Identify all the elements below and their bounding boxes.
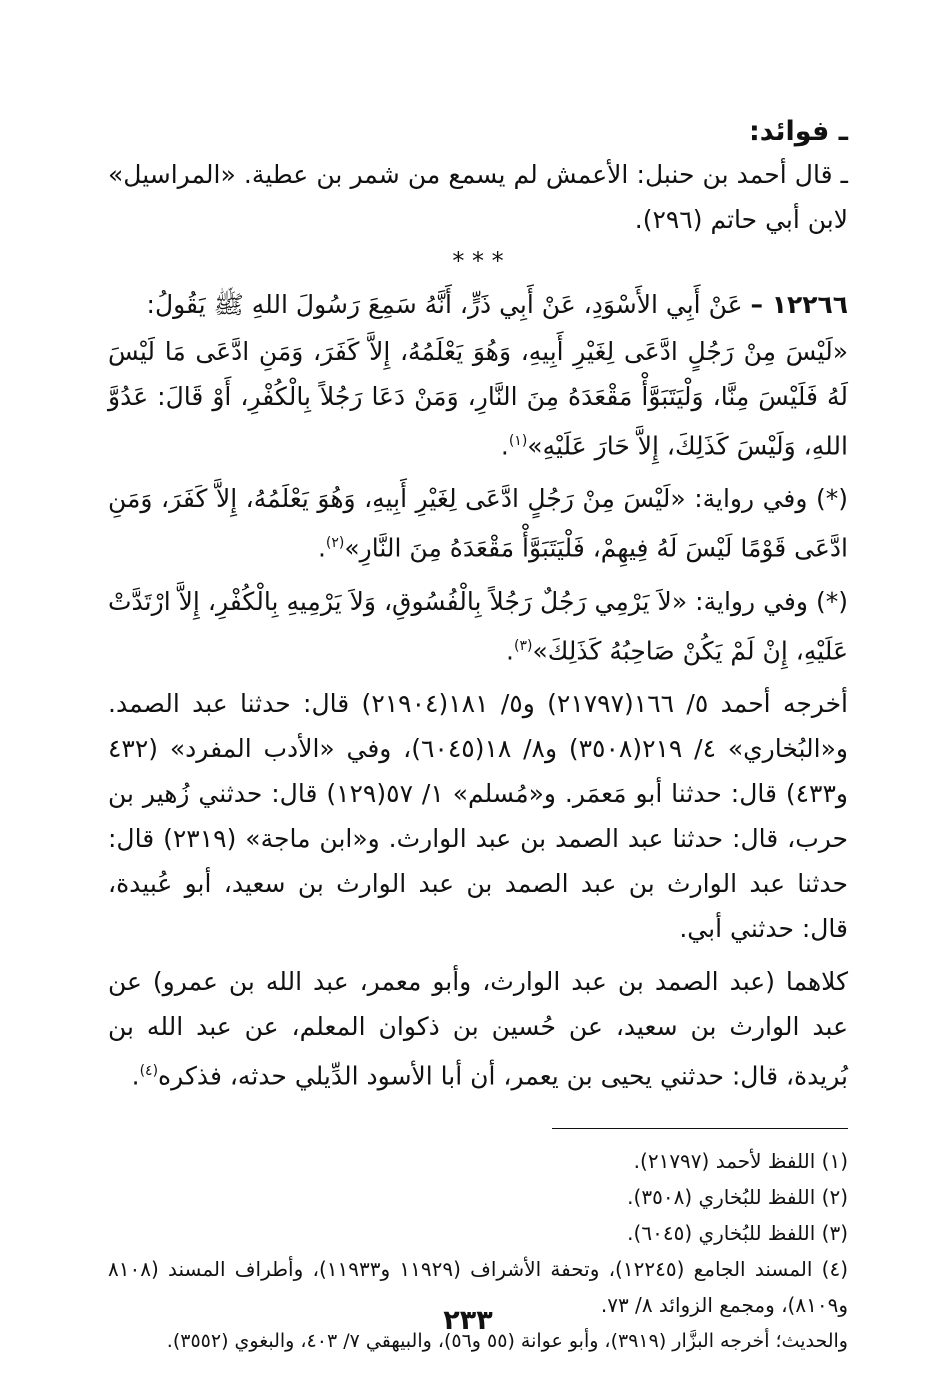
footnote-ref-1[interactable]: (١) [508,433,528,449]
footnote-3: (٣) اللفظ للبُخاري (٦٠٤٥). [627,1221,848,1246]
takhrij-para-2: كلاهما (عبد الصمد بن عبد الوارث، وأبو معمر، عبد الله بن عمرو) عن عبد الوارث بن سعيد، عن حُسين بن ذكوان المعلم، عن عبد الله بن بُريدة، قال: حدثني يحيى بن يعمر، أن أبا الأسود الدِّيلي حدثه، فذكره$^{(٤)}$. [108,966,848,1091]
hadith-text-end: . [500,431,509,461]
page-body [108,112,848,1359]
footnote-note: والحديث؛ أخرجه البزَّار (٣٩١٩)، وأبو عوانة (٥٥ و٥٦)، والبيهقي ٧/ ٤٠٣، والبغوي (٣٥٥٢). [166,1330,848,1353]
footnote-ref-2[interactable]: (٢) [325,535,345,552]
footnote-4: (٤) المسند الجامع (١٢٢٤٥)، وتحفة الأشراف (١١٩٢٩ و١١٩٣٣)، وأطراف المسند (٨١٠٨ و٨١٠٩)، ومجمع الزوائد ٨/ ٧٣. [108,1257,849,1318]
narration-3: (*) وفي رواية: «لاَ يَرْمِي رَجُلٌ رَجُلاً بِالْفُسُوقِ، وَلاَ يَرْمِيهِ بِالْكُفْرِ، إِلاَّ ارْتَدَّتْ عَلَيْهِ، إِنْ لَمْ يَكُنْ صَاحِبُهُ كَذَلِكَ»$^{(٣)}$. [108,586,848,665]
section-separator: * * * [452,247,504,275]
hadith-matn: «لَيْسَ مِنْ رَجُلٍ ادَّعَى لِغَيْرِ أَبِيهِ، وَهُوَ يَعْلَمُهُ، إِلاَّ كَفَرَ، وَمَنِ ادَّعَى مَا لَيْسَ لَهُ فَلَيْسَ مِنَّا، وَلْيَتَبَوَّأْ مَقْعَدَهُ مِنَ النَّارِ، وَمَنْ دَعَا رَجُلاً بِالْكُفْرِ، أَوْ قَالَ: عَدُوَّ اللهِ، وَلَيْسَ كَذَلِكَ، إِلاَّ حَارَ عَلَيْهِ» [108,337,848,461]
footnote-2: (٢) اللفظ للبُخاري (٣٥٠٨). [627,1185,848,1210]
footnote-ref-4[interactable]: (٤) [139,1062,159,1079]
hadith-intro [108,282,848,327]
footnote-1: (١) اللفظ لأحمد (٢١٧٩٧). [633,1149,848,1174]
hadith-text [108,329,848,468]
benefits-text: ـ قال أحمد بن حنبل: الأعمش لم يسمع من شمر بن عطية. «المراسيل» لابن أبي حاتم (٢٩٦). [108,160,848,234]
narration-3-text: (*) وفي رواية: «لاَ يَرْمِي رَجُلٌ رَجُلاً بِالْفُسُوقِ، وَلاَ يَرْمِيهِ بِالْكُفْرِ، إِلاَّ ارْتَدَّتْ عَلَيْهِ، إِنْ لَمْ يَكُنْ صَاحِبُهُ كَذَلِكَ» [108,586,848,665]
hadith-number: ١٢٢٦٦ – [750,290,848,319]
takhrij-para-1: أخرجه أحمد ٥/ ١٦٦(٢١٧٩٧) و٥/ ١٨١(٢١٩٠٤) قال: حدثنا عبد الصمد. و«البُخاري» ٤/ ٢١٩(٣٥٠٨) و٨/ ١٨(٦٠٤٥)، وفي «الأدب المفرد» (٤٣٢ و٤٣٣) قال: حدثنا أبو مَعمَر. و«مُسلم» ١/ ٥٧(١٢٩) قال: حدثني زُهير بن حرب، قال: حدثنا عبد الصمد بن عبد الوارث. و«ابن ماجة» (٢٣١٩) قال: حدثنا عبد الوارث بن عبد الصمد بن عبد الوارث بن سعيد، أبو عُبيدة، قال: حدثني أبي. [108,688,849,943]
footnote-ref-3[interactable]: (٣) [513,637,533,654]
benefits-heading: ـ فوائد: [748,116,848,147]
footnote-divider [552,1128,848,1129]
hadith-isnad: عَنْ أَبِي الأَسْوَدِ، عَنْ أَبِي ذَرٍّ، أَنَّهُ سَمِعَ رَسُولَ اللهِ ﷺ يَقُولُ: [146,290,743,319]
page-number: ٢٣٣ [443,1305,493,1336]
takhrij-para-2-text: كلاهما (عبد الصمد بن عبد الوارث، وأبو معمر، عبد الله بن عمرو) عن عبد الوارث بن سعيد، عن حُسين بن ذكوان المعلم، عن عبد الله بن بُريدة، قال: حدثني يحيى بن يعمر، أن أبا الأسود الدِّيلي حدثه، فذكره [108,966,848,1091]
narration-2-text: (*) وفي رواية: «لَيْسَ مِنْ رَجُلٍ ادَّعَى لِغَيْرِ أَبِيهِ، وَهُوَ يَعْلَمُهُ، إِلاَّ كَفَرَ، وَمَنِ ادَّعَى قَوْمًا لَيْسَ لَهُ فِيهِمْ، فَلْيَتَبَوَّأْ مَقْعَدَهُ مِنَ النَّارِ» [108,484,848,563]
narration-2: (*) وفي رواية: «لَيْسَ مِنْ رَجُلٍ ادَّعَى لِغَيْرِ أَبِيهِ، وَهُوَ يَعْلَمُهُ، إِلاَّ كَفَرَ، وَمَنِ ادَّعَى قَوْمًا لَيْسَ لَهُ فِيهِمْ، فَلْيَتَبَوَّأْ مَقْعَدَهُ مِنَ النَّارِ»$^{(٢)}$. [108,484,848,563]
